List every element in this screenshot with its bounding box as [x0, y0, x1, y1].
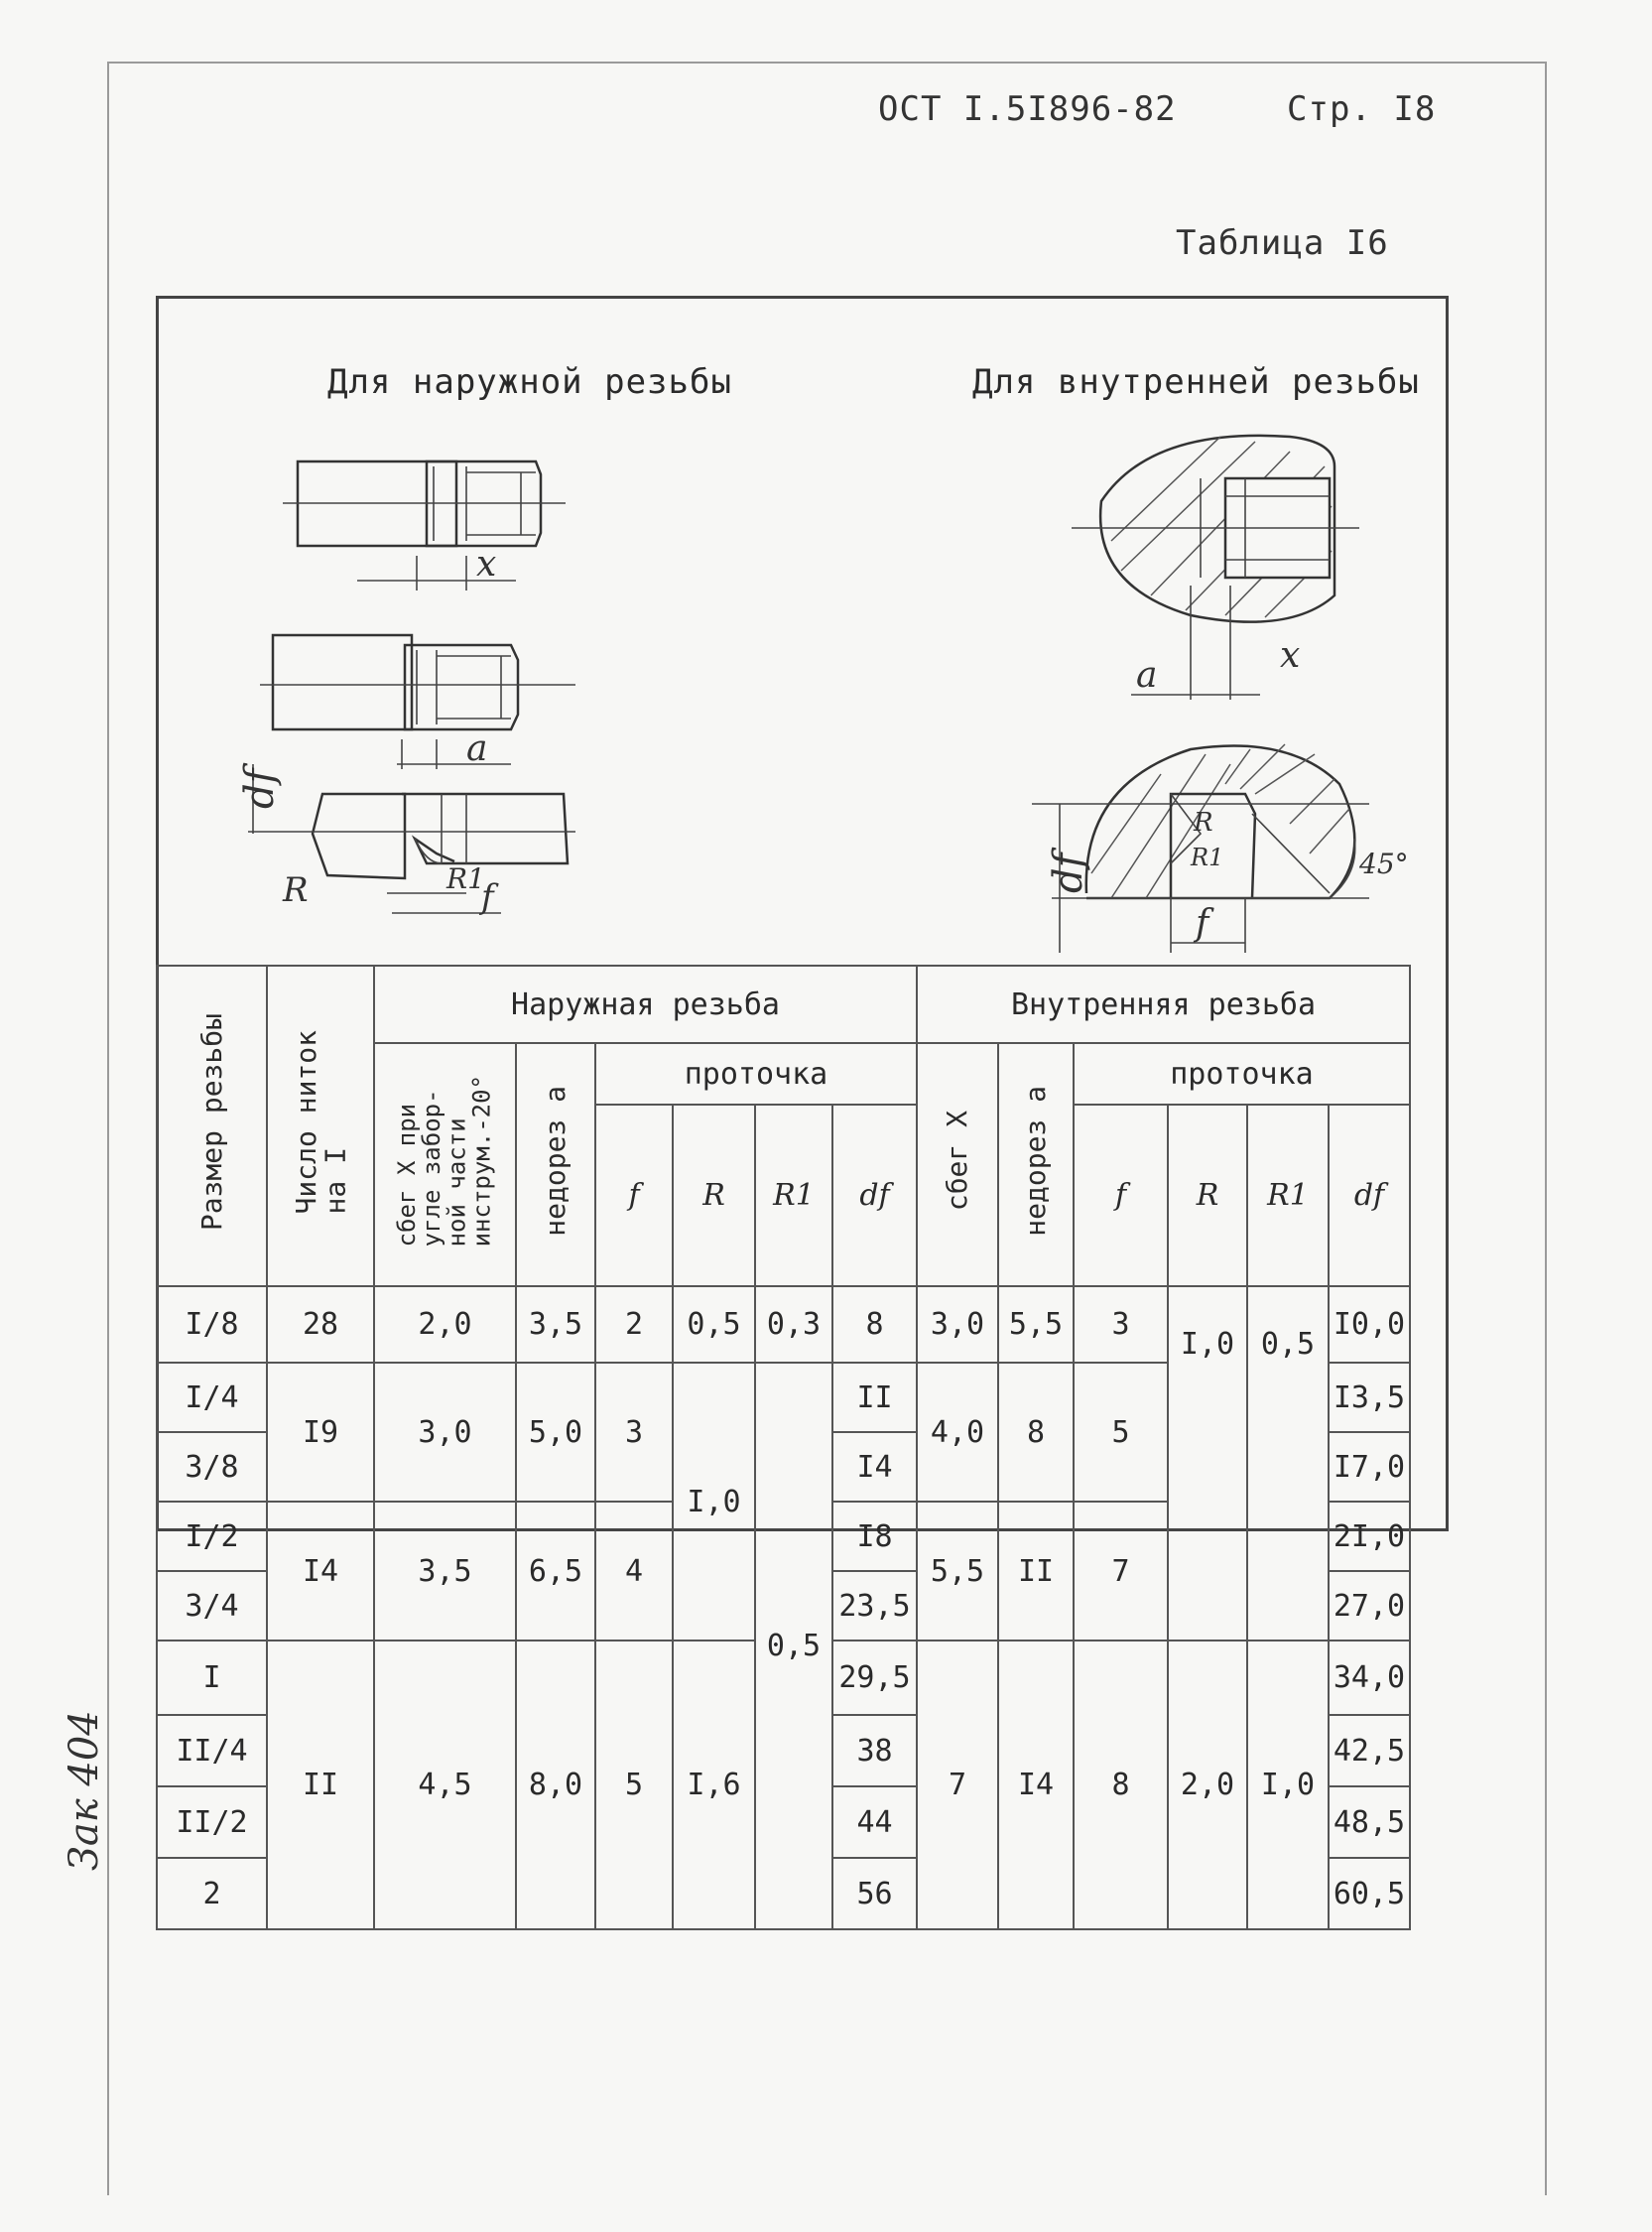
- cell-size: 2: [157, 1858, 267, 1929]
- cell-threads: II: [267, 1641, 374, 1929]
- cell-df-int: 27,0: [1329, 1571, 1410, 1641]
- cell-size: I/8: [157, 1286, 267, 1363]
- cell-df-int: 60,5: [1329, 1858, 1410, 1929]
- cell-r-ext: 0,5: [673, 1286, 755, 1363]
- label-r1-internal: R1: [1191, 844, 1224, 871]
- label-angle: 45°: [1359, 848, 1409, 880]
- header-size: Размер резьбы: [157, 966, 267, 1286]
- cell-f-ext: 2: [595, 1286, 673, 1363]
- header-cut-ext: недорез a: [516, 1043, 595, 1286]
- label-r1-external: R1: [446, 862, 485, 895]
- cell-f-int: 7: [1074, 1502, 1168, 1641]
- cell-df-ext: 56: [832, 1858, 917, 1929]
- table-row: [157, 1286, 1410, 1363]
- cell-df-ext: 23,5: [832, 1571, 917, 1641]
- cell-df-ext: 8: [832, 1286, 917, 1363]
- label-x-internal: x: [1280, 635, 1301, 676]
- external-run-drawing: [283, 461, 566, 591]
- cell-f-ext: 3: [595, 1363, 673, 1502]
- page-number: Стр. I8: [1287, 89, 1437, 129]
- cell-size: I: [157, 1641, 267, 1715]
- cell-run-int: 3,0: [917, 1286, 998, 1363]
- header-undercut-int: проточка: [1074, 1043, 1410, 1105]
- cell-cut-int: 8: [998, 1363, 1074, 1502]
- cell-cut-ext: 5,0: [516, 1363, 595, 1502]
- header-r1-ext: R1: [755, 1105, 832, 1286]
- cell-cut-ext: 6,5: [516, 1502, 595, 1641]
- header-df-ext: df: [832, 1105, 917, 1286]
- cell-size: 3/8: [157, 1432, 267, 1502]
- internal-run-drawing: [1072, 436, 1359, 700]
- label-f-internal: f: [1196, 903, 1209, 944]
- header-r-int: R: [1168, 1105, 1247, 1286]
- cell-df-int: I0,0: [1329, 1286, 1410, 1363]
- cell-cut-int: I4: [998, 1641, 1074, 1929]
- label-df-external: df: [237, 768, 283, 809]
- cell-df-int: 48,5: [1329, 1786, 1410, 1858]
- cell-df-ext: 29,5: [832, 1641, 917, 1715]
- label-f-external: f: [481, 877, 494, 917]
- table-title: Таблица I6: [1176, 223, 1389, 263]
- label-a-external: a: [466, 728, 488, 769]
- cell-f-int: 5: [1074, 1363, 1168, 1502]
- label-a-internal: a: [1136, 655, 1158, 696]
- header-external-group: Наружная резьба: [374, 966, 917, 1043]
- cell-r1-int: I,0: [1247, 1641, 1329, 1929]
- cell-df-ext: II: [832, 1363, 917, 1432]
- order-number-note: Зак 404: [62, 1710, 107, 1871]
- cell-r-ext: I,6: [673, 1641, 755, 1929]
- thread-table: [156, 965, 1411, 1930]
- header-f-int: f: [1074, 1105, 1168, 1286]
- cell-df-ext: I4: [832, 1432, 917, 1502]
- header-f-ext: f: [595, 1105, 673, 1286]
- cell-f-ext: 4: [595, 1502, 673, 1641]
- cell-run-ext: 3,0: [374, 1363, 516, 1502]
- cell-f-int: 8: [1074, 1641, 1168, 1929]
- cell-size: 3/4: [157, 1571, 267, 1641]
- header-internal-group: Внутренняя резьба: [917, 966, 1410, 1043]
- cell-size: II/2: [157, 1786, 267, 1858]
- cell-df-ext: 44: [832, 1786, 917, 1858]
- cell-r-int: I,0: [1168, 1286, 1247, 1641]
- cell-run-int: 7: [917, 1641, 998, 1929]
- header-run-int: сбег X: [917, 1043, 998, 1286]
- label-r-internal: R: [1194, 808, 1213, 838]
- cell-run-ext: 3,5: [374, 1502, 516, 1641]
- cell-df-int: I3,5: [1329, 1363, 1410, 1432]
- cell-size: II/4: [157, 1715, 267, 1786]
- cell-r1-ext: 0,3: [755, 1286, 832, 1363]
- header-undercut-ext: проточка: [595, 1043, 917, 1105]
- label-r-external: R: [283, 870, 309, 910]
- header-r1-int: R1: [1247, 1105, 1329, 1286]
- header-cut-int: недорез a: [998, 1043, 1074, 1286]
- cell-r-ext: I,0: [673, 1363, 755, 1641]
- cell-threads: I4: [267, 1502, 374, 1641]
- cell-df-ext: 38: [832, 1715, 917, 1786]
- internal-thread-caption: Для внутренней резьбы: [972, 362, 1420, 402]
- header-run-ext: сбег X при угле забор- ной части инструм.-20°: [374, 1043, 516, 1286]
- label-df-internal: df: [1046, 853, 1091, 893]
- cell-size: I/4: [157, 1363, 267, 1432]
- cell-cut-int: 5,5: [998, 1286, 1074, 1363]
- standard-number: ОСТ I.5I896-82: [878, 89, 1177, 129]
- cell-r1-ext: 0,5: [755, 1363, 832, 1929]
- cell-f-ext: 5: [595, 1641, 673, 1929]
- cell-size: I/2: [157, 1502, 267, 1571]
- cell-threads: I9: [267, 1363, 374, 1502]
- external-undercut-drawing: [260, 635, 575, 769]
- cell-r-int: 2,0: [1168, 1641, 1247, 1929]
- cell-run-ext: 2,0: [374, 1286, 516, 1363]
- cell-cut-ext: 3,5: [516, 1286, 595, 1363]
- label-x-external: x: [476, 544, 497, 585]
- cell-df-ext: I8: [832, 1502, 917, 1571]
- cell-f-int: 3: [1074, 1286, 1168, 1363]
- cell-df-int: I7,0: [1329, 1432, 1410, 1502]
- cell-cut-int: II: [998, 1502, 1074, 1641]
- external-thread-caption: Для наружной резьбы: [327, 362, 732, 402]
- cell-threads: 28: [267, 1286, 374, 1363]
- cell-run-int: 5,5: [917, 1502, 998, 1641]
- cell-df-int: 34,0: [1329, 1641, 1410, 1715]
- header-threads: Число ниток на I: [267, 966, 374, 1286]
- cell-df-int: 42,5: [1329, 1715, 1410, 1786]
- cell-run-ext: 4,5: [374, 1641, 516, 1929]
- cell-df-int: 2I,0: [1329, 1502, 1410, 1571]
- header-df-int: df: [1329, 1105, 1410, 1286]
- cell-run-int: 4,0: [917, 1363, 998, 1502]
- cell-cut-ext: 8,0: [516, 1641, 595, 1929]
- cell-r1-int: 0,5: [1247, 1286, 1329, 1641]
- header-r-ext: R: [673, 1105, 755, 1286]
